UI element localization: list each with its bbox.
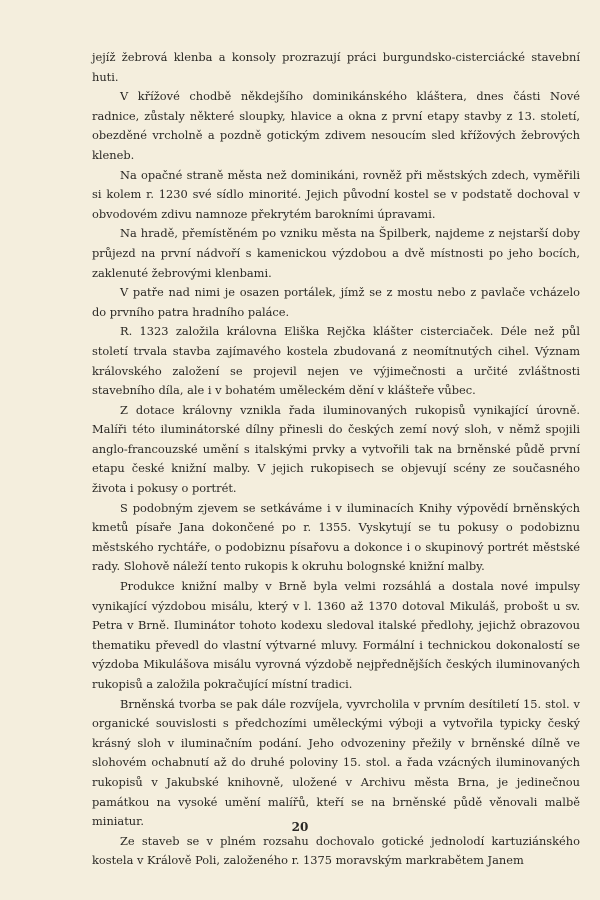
paragraph: V patře nad nimi je osazen portálek, jímž se z mostu nebo z pavlače vcházelo do prvního patra hradního paláce. xyxy=(92,285,580,319)
paragraph: Produkce knižní malby v Brně byla velmi rozsáhlá a dostala nové impulsy vynikající výzdobou misálu, který v l. 1360 až 1370 dotoval Mikuláš, probošt u sv. Petra v Brně. Iluminátor tohoto kodexu sledoval italské předlohy, jejichž obrazovou thematiku převedl do vlastní výtvarné mluvy. Formální i technickou dokonalostí se výzdoba Mikulášova misálu vyrovná výzdobě nejpřednějších českých iluminovaných rukopisů a založila pokračující místní tradici. xyxy=(92,579,580,691)
paragraph: S podobným zjevem se setkáváme i v iluminacích Knihy výpovědí brněnských kmetů písaře Jana dokončené po r. 1355. Vyskytují se tu pokusy o podobiznu městského rychtáře, o podobiznu písařovu a dokonce i o skupinový portrét městské rady. Slohově náleží tento rukopis k okruhu bolognské knižní malby. xyxy=(92,500,580,574)
paragraph: jejíž žebrová klenba a konsoly prozrazují práci burgundsko-cisterciácké stavební huti. xyxy=(92,50,580,84)
paragraph: Na hradě, přemístěném po vzniku města na Špilberk, najdeme z nejstarší doby průjezd na první nádvoří s kamenickou výzdobou a dvě místnosti po jeho bocích, zaklenuté žebrovými klenbami. xyxy=(92,226,580,280)
paragraph: R. 1323 založila královna Eliška Rejčka klášter cisterciaček. Déle než půl století trvala stavba zajímavého kostela zbudovaná z neomítnutých cihel. Význam královského založení se projevil nejen ve výjimečnosti a určité zvláštnosti stavebního díla, ale i v bohatém uměleckém dění v klášteře vůbec. xyxy=(92,324,580,398)
paragraph: Z dotace královny vznikla řada iluminovaných rukopisů vynikající úrovně. Malíři této iluminátorské dílny přinesli do českých zemí nový sloh, v němž spojili anglo-francouzské umění s italskými prvky a vytvořili tak na brněnské půdě první etapu české knižní malby. V jejich rukopisech se objevují scény ze současného života i pokusy o portrét. xyxy=(92,402,580,496)
paragraph: V křížové chodbě někdejšího dominikánského kláštera, dnes části Nové radnice, zůstaly některé sloupky, hlavice a okna z první etapy stavby z 13. století, obezděné vrcholně a pozdně gotickým zdivem nesoucím sled křížových žebrových kleneb. xyxy=(92,89,580,162)
paragraph: Na opačné straně města než dominikáni, rovněž při městských zdech, vyměřili si kolem r. 1230 své sídlo minorité. Jejich původní kostel se v podstatě dochoval v obvodovém zdivu namnoze překrytém barokními úpravami. xyxy=(92,167,580,221)
body-text xyxy=(92,48,580,871)
paragraph: Brněnská tvorba se pak dále rozvíjela, vyvrcholila v prvním desítiletí 15. stol. v organické souvislosti s předchozími uměleckými výboji a vytvořila typicky český krásný sloh v iluminačním podání. Jeho odvozeniny přežily v brněnské dílně ve slohovém ochabnutí až do druhé poloviny 15. stol. a řada vzácných iluminovaných rukopisů v Jakubské knihovně, uložené v Archivu města Brna, je jedinečnou památkou na vysoké umění malířů, kteří se na brněnské půdě věnovali malbě miniatur. xyxy=(92,696,580,829)
page-number: 20 xyxy=(291,820,309,834)
paragraph: Ze staveb se v plném rozsahu dochovalo gotické jednolodí kartuziánského kostela v Králově Poli, založeného r. 1375 moravským markrabětem Janem xyxy=(92,833,580,868)
